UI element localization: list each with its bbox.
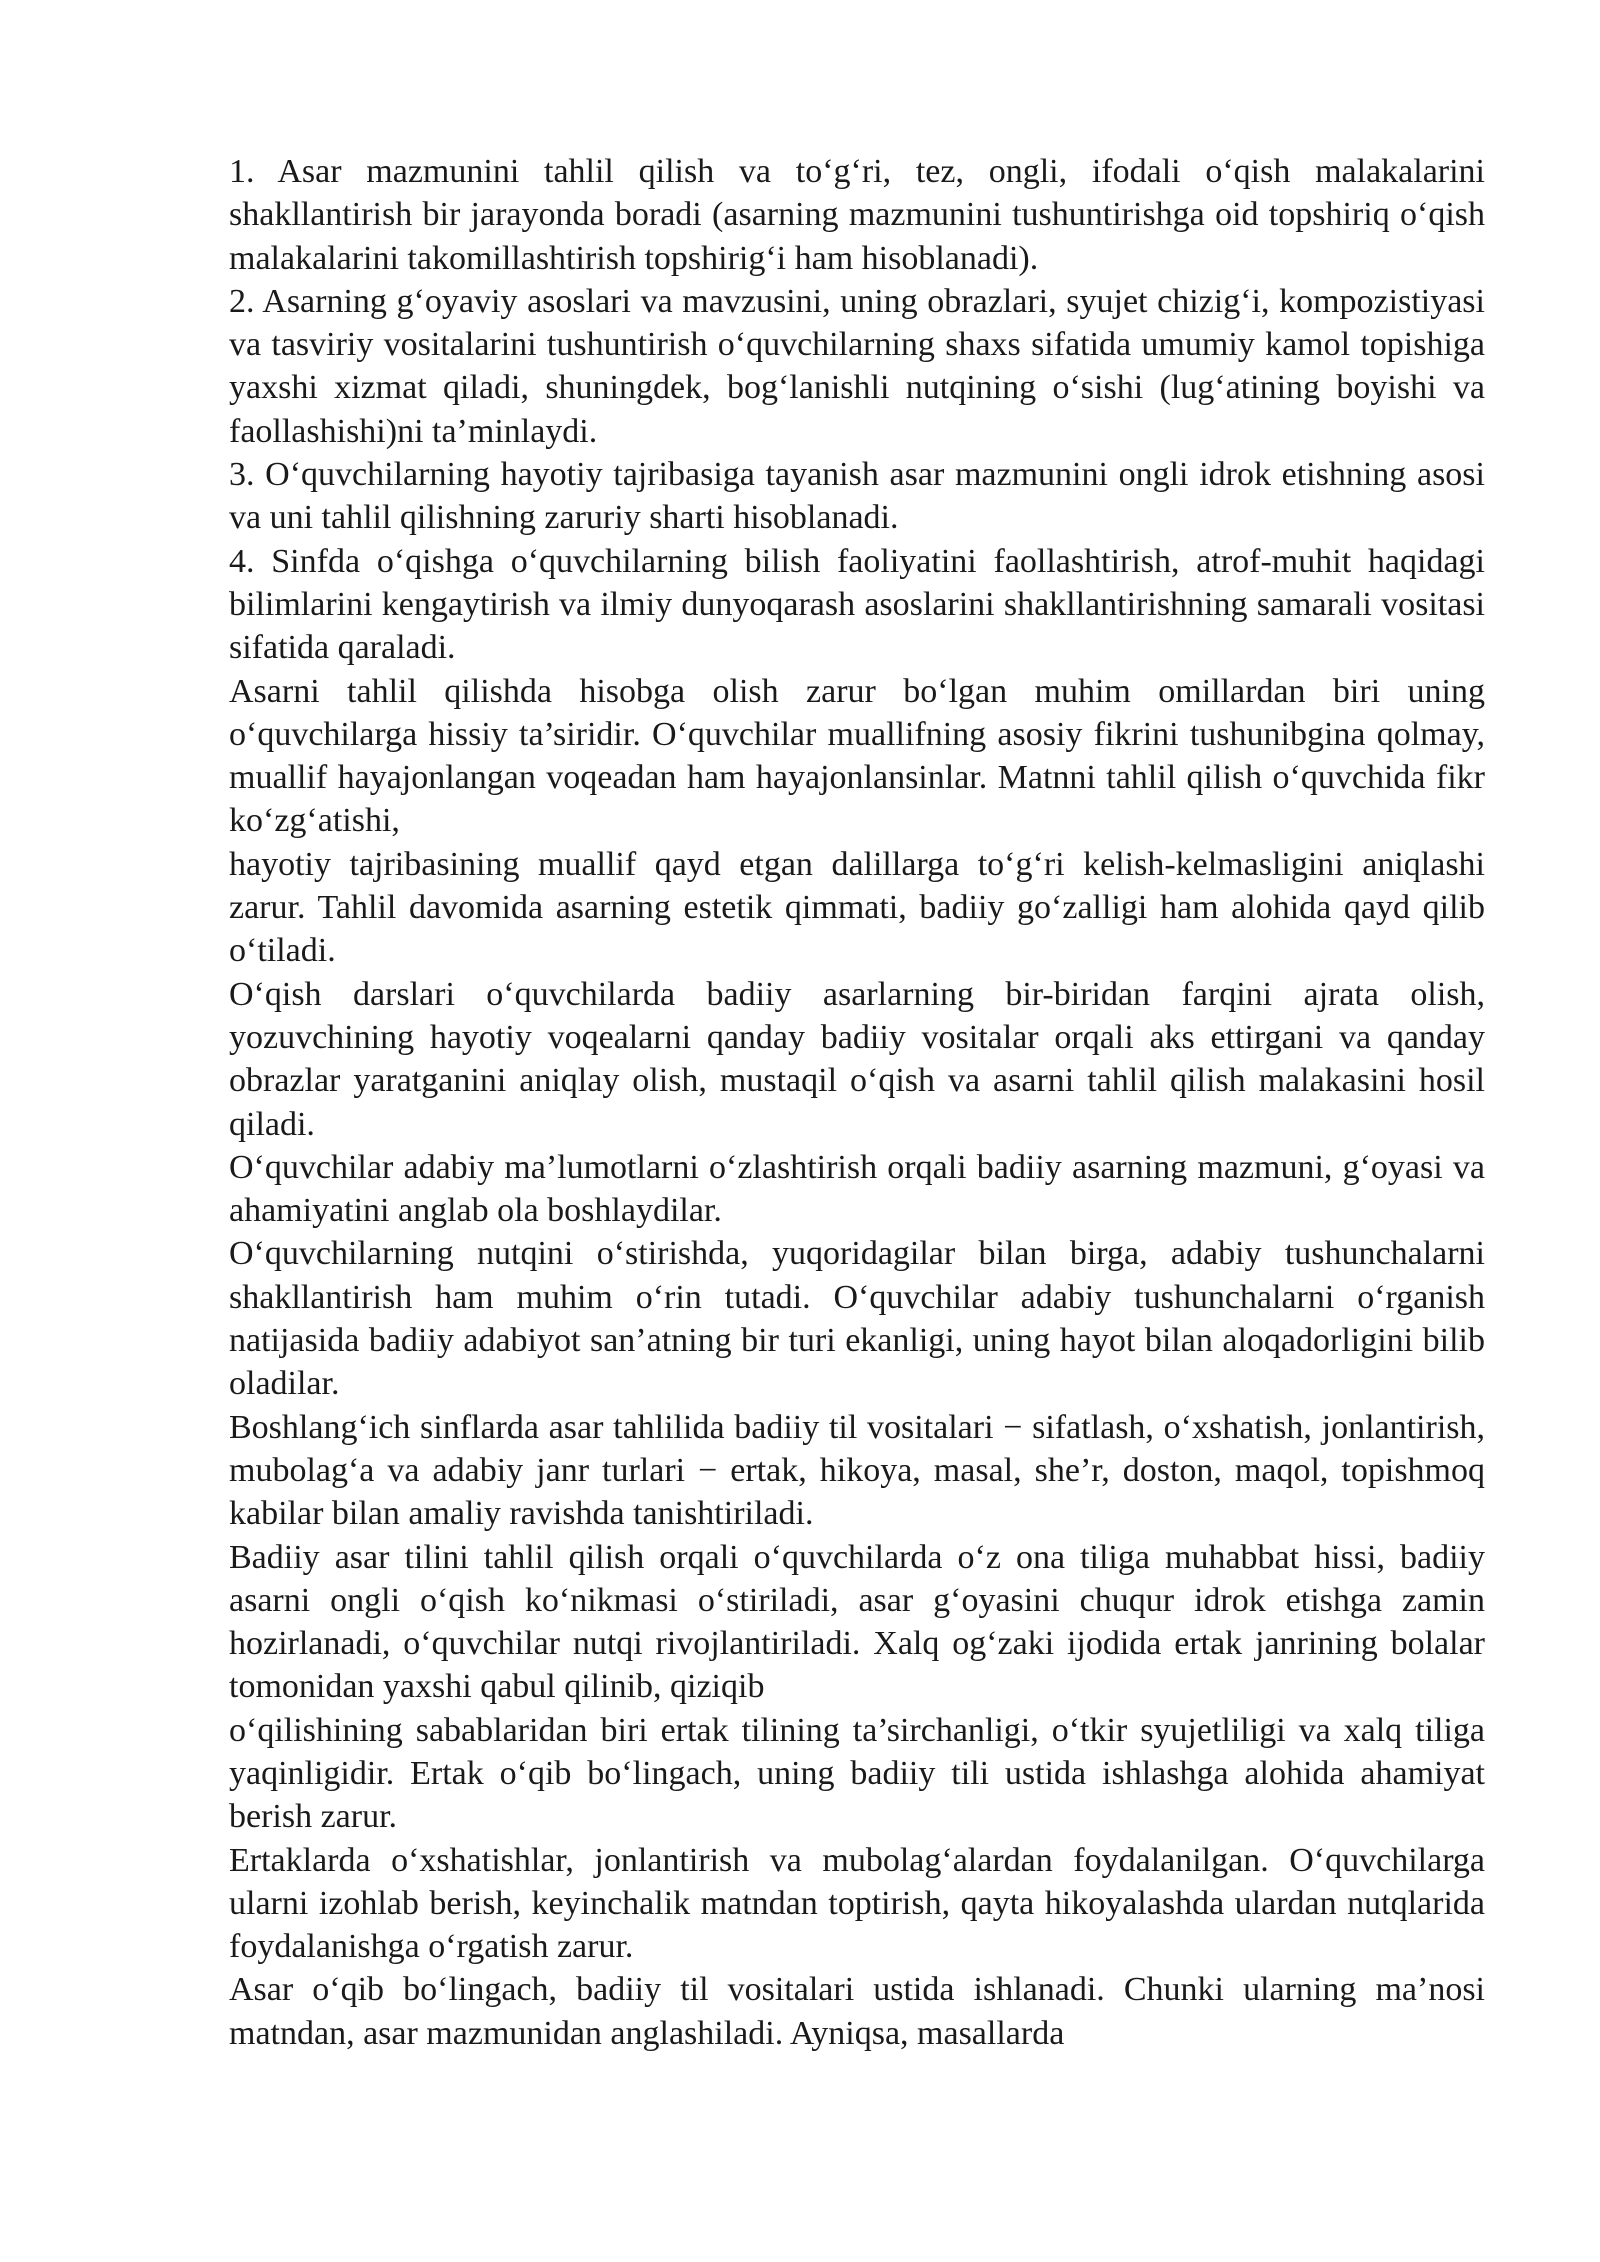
paragraph-5: Asarni tahlil qilishda hisobga olish zarur bo‘lgan muhim omillardan biri uning o‘quvchilarga hissiy ta’siridir. O‘quvchilar muallifning asosiy fikrini tushunibgina qolmay, muallif hayajonlangan voqeadan ham hayajonlansinlar. Matnni tahlil qilish o‘quvchida fikr ko‘zg‘atishi, <box>229 672 1485 840</box>
paragraph-8: O‘quvchilar adabiy ma’lumotlarni o‘zlashtirish orqali badiiy asarning mazmuni, g‘oyasi va ahamiyatini anglab ola boshlaydilar. <box>229 1148 1485 1230</box>
paragraph-7: O‘qish darslari o‘quvchilarda badiiy asarlarning bir-biridan farqini ajrata olish, yozuvchining hayotiy voqealarni qanday badiiy vositalar orqali aks ettirgani va qanday obrazlar yaratganini aniqlay olish, mustaqil o‘qish va asarni tahlil qilish malakasini hosil qiladi. <box>229 975 1485 1143</box>
paragraph-13: Ertaklarda o‘xshatishlar, jonlantirish va mubolag‘alardan foydalanilgan. O‘quvchilarga ularni izohlab berish, keyinchalik matndan toptirish, qayta hikoyalashda ulardan nutqlarida foydalanishga o‘rgatish zarur. <box>229 1841 1485 1966</box>
paragraph-10: Boshlang‘ich sinflarda asar tahlilida badiiy til vositalari − sifatlash, o‘xshatish, jonlantirish, mubolag‘a va adabiy janr turlari − ertak, hikoya, masal, she’r, doston, maqol, topishmoq kabilar bilan amaliy ravishda tanishtiriladi. <box>229 1408 1485 1533</box>
paragraph-4: 4. Sinfda o‘qishga o‘quvchilarning bilish faoliyatini faollashtirish, atrof-muhit haqidagi bilimlarini kengaytirish va ilmiy dunyoqarash asoslarini shakllantirishning samarali vositasi sifatida qaraladi. <box>229 542 1485 667</box>
document-page <box>229 150 1485 2055</box>
paragraph-14: Asar o‘qib bo‘lingach, badiiy til vositalari ustida ishlanadi. Chunki ularning ma’nosi matndan, asar mazmunidan anglashiladi. Ayniqsa, masallarda <box>229 1971 1485 2052</box>
paragraph-6: hayotiy tajribasining muallif qayd etgan dalillarga to‘g‘ri kelish-kelmasligini aniqlashi zarur. Tahlil davomida asarning estetik qimmati, badiiy go‘zalligi ham alohida qayd qilib o‘tiladi. <box>229 845 1485 970</box>
paragraph-11: Badiiy asar tilini tahlil qilish orqali o‘quvchilarda o‘z ona tiliga muhabbat hissi, badiiy asarni ongli o‘qish ko‘nikmasi o‘stiriladi, asar g‘oyasini chuqur idrok etishga zamin hozirlanadi, o‘quvchilar nutqi rivojlantiriladi. Xalq og‘zaki ijodida ertak janrining bolalar tomonidan yaxshi qabul qilinib, qiziqib <box>229 1538 1485 1706</box>
paragraph-12: o‘qilishining sabablaridan biri ertak tilining ta’sirchanligi, o‘tkir syujetliligi va xalq tiliga yaqinligidir. Ertak o‘qib bo‘lingach, uning badiiy tili ustida ishlashga alohida ahamiyat berish zarur. <box>229 1711 1485 1836</box>
paragraph-3: 3. O‘quvchilarning hayotiy tajribasiga tayanish asar mazmunini ongli idrok etishning asosi va uni tahlil qilishning zaruriy sharti hisoblanadi. <box>229 456 1485 537</box>
paragraph-9: O‘quvchilarning nutqini o‘stirishda, yuqoridagilar bilan birga, adabiy tushunchalarni shakllantirish ham muhim o‘rin tutadi. O‘quvchilar adabiy tushunchalarni o‘rganish natijasida badiiy adabiyot san’atning bir turi ekanligi, uning hayot bilan aloqadorligini bilib oladilar. <box>229 1235 1485 1403</box>
paragraph-1: 1. Asar mazmunini tahlil qilish va to‘g‘ri, tez, ongli, ifodali o‘qish malakalarini shakllantirish bir jarayonda boradi (asarning mazmunini tushuntirishga oid topshiriq o‘qish malakalarini takomillashtirish topshirig‘i ham hisoblanadi). <box>229 153 1485 277</box>
paragraph-2: 2. Asarning g‘oyaviy asoslari va mavzusini, uning obrazlari, syujet chizig‘i, kompozistiyasi va tasviriy vositalarini tushuntirish o‘quvchilarning shaxs sifatida umumiy kamol topishiga yaxshi xizmat qiladi, shuningdek, bog‘lanishli nutqining o‘sishi (lug‘atining boyishi va faollashishi)ni ta’minlaydi. <box>229 282 1485 450</box>
